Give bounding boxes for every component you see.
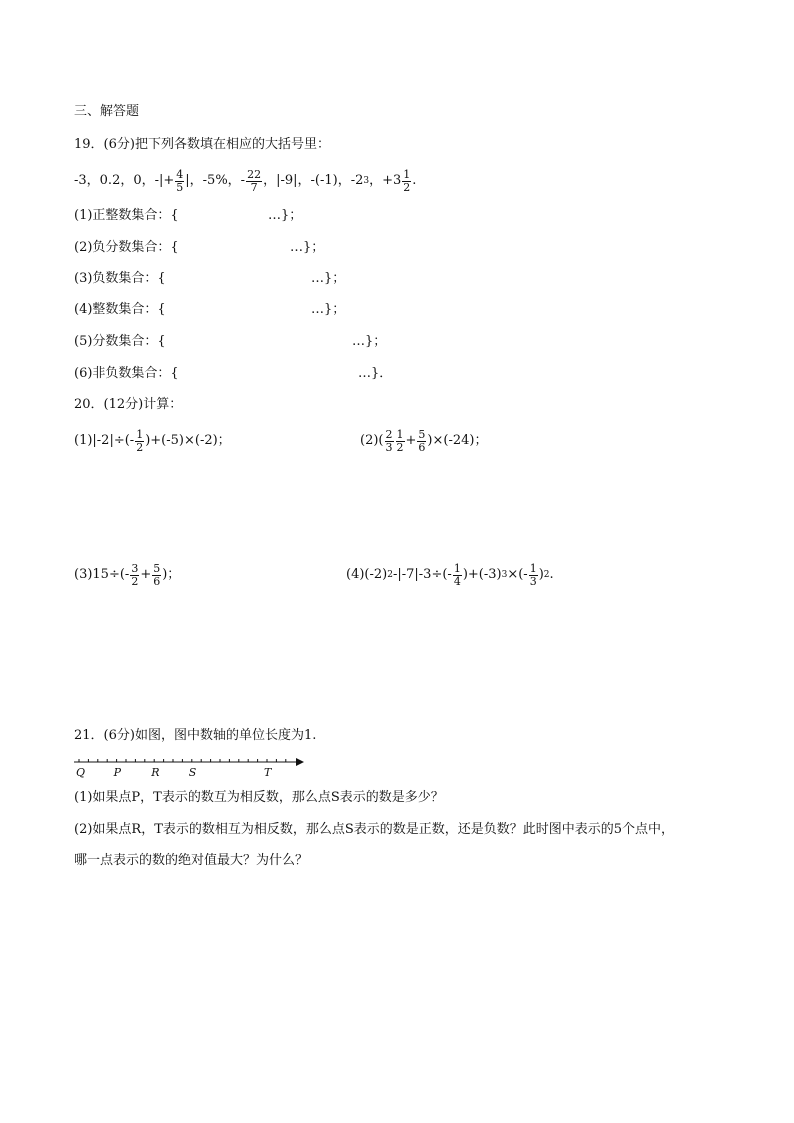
set-3-label: (3)负数集合：{ [74,271,166,286]
q19-f3-den: 2 [403,180,411,194]
q21-sub-2-line-2: 哪一点表示的数的绝对值最大？为什么？ [74,853,309,868]
q21-sub-2-line-1: (2)如果点R，T表示的数相互为相反数，那么点S表示的数是正数，还是负数？此时图中表示的5个点中， [74,822,675,837]
set-6-label: (6)非负数集合：{ [74,366,179,381]
p1-den: 2 [136,440,144,454]
q19-f1-num: 4 [176,167,184,181]
q19-exp: 3 [363,176,370,186]
q19-num-text-c: ，|-9|，-(-1)，-2 [263,173,364,188]
p3-text-b: )； [162,567,181,582]
p4-n1: 1 [453,561,461,575]
p4-text-a: (4)(-2) [346,567,388,582]
set-2-end: …}； [290,240,325,255]
q20-part-3 [74,557,180,593]
q19-num-text-e: . [412,173,417,188]
set-1-label: (1)正整数集合：{ [74,208,179,223]
p4-text-c: )+(-3) [462,567,502,582]
set-5-end: …}； [352,334,387,349]
set-1-end: …}； [268,208,303,223]
set-2-label: (2)负分数集合：{ [74,240,179,255]
q19-num-text-d: ，+3 [369,173,402,188]
number-line-arrow [296,758,304,766]
q19-f3-num: 1 [403,167,411,181]
p3-op: + [140,567,152,582]
set-4-end: …}； [311,302,346,317]
p2-n3: 5 [418,427,426,441]
p2-frac-1 [385,429,394,454]
p3-d1: 2 [131,574,139,588]
q19-f2-den: 7 [250,180,258,194]
p2-n1: 2 [385,427,393,441]
set-5-label: (5)分数集合：{ [74,334,166,349]
p4-n2: 1 [529,561,537,575]
q20-part-4 [346,557,554,593]
p4-exp-1: 2 [387,570,393,580]
q19-stem: 19．(6分)把下列各数填在相应的大括号里： [74,137,330,152]
p4-text-d: ×(- [507,567,528,582]
p1-num: 1 [136,427,144,441]
p4-d2: 3 [529,574,537,588]
p4-exp-2: 3 [501,570,508,580]
p2-text-b: )×(-24)； [427,433,488,448]
p1-frac [135,429,144,454]
set-4-label: (4)整数集合：{ [74,302,166,317]
p4-exp-3: 2 [543,570,550,580]
q19-numbers [74,163,416,199]
q19-frac-4-5 [175,169,184,194]
point-label-p: P [113,766,122,779]
q21-stem: 21．(6分)如图，图中数轴的单位长度为1. [74,728,317,743]
point-label-s: S [188,766,197,779]
p1-text-a: (1)|-2|÷(- [74,433,135,448]
p2-d3: 6 [418,440,426,454]
p2-frac-3 [417,429,426,454]
p2-text-a: (2)( [360,433,384,448]
q19-f1-den: 5 [176,180,184,194]
set-6-end: …}． [358,366,393,381]
section-title: 三、解答题 [74,104,140,119]
p3-d2: 6 [153,574,161,588]
p2-op: + [405,433,417,448]
q21-sub-1: (1)如果点P，T表示的数互为相反数，那么点S表示的数是多少？ [74,790,444,805]
q20-part-1 [74,423,231,459]
q19-num-text-b: |，-5%，- [185,173,246,188]
set-3-end: …}； [311,271,346,286]
number-line-labels [76,766,273,779]
q19-f2-num: 22 [247,167,262,181]
p3-frac-2 [152,563,161,588]
p2-frac-2 [396,429,405,454]
p2-n2: 1 [396,427,404,441]
p3-n1: 3 [131,561,139,575]
q20-stem: 20．(12分)计算： [74,397,183,412]
p4-frac-2 [529,563,538,588]
point-label-r: R [151,766,160,779]
q20-part-2 [360,423,487,459]
p2-d2: 2 [396,440,404,454]
p4-text-b: -|-7|-3÷(- [392,567,452,582]
q19-frac-22-7 [246,169,262,194]
p4-text-g: . [549,567,554,582]
p3-frac-1 [130,563,139,588]
p2-d1: 3 [385,440,393,454]
p4-frac-1 [453,563,462,588]
p3-n2: 5 [153,561,161,575]
q19-num-text-a: -3，0.2，0，-|+ [74,173,175,188]
p3-text-a: (3)15÷(- [74,567,130,582]
p4-text-f: ) [538,567,544,582]
q19-frac-1-2 [402,169,411,194]
point-label-q: Q [76,766,86,779]
p4-d1: 4 [453,574,461,588]
point-label-t: T [264,766,272,779]
number-line-figure [70,752,310,780]
p1-text-b: )+(-5)×(-2)； [145,433,231,448]
